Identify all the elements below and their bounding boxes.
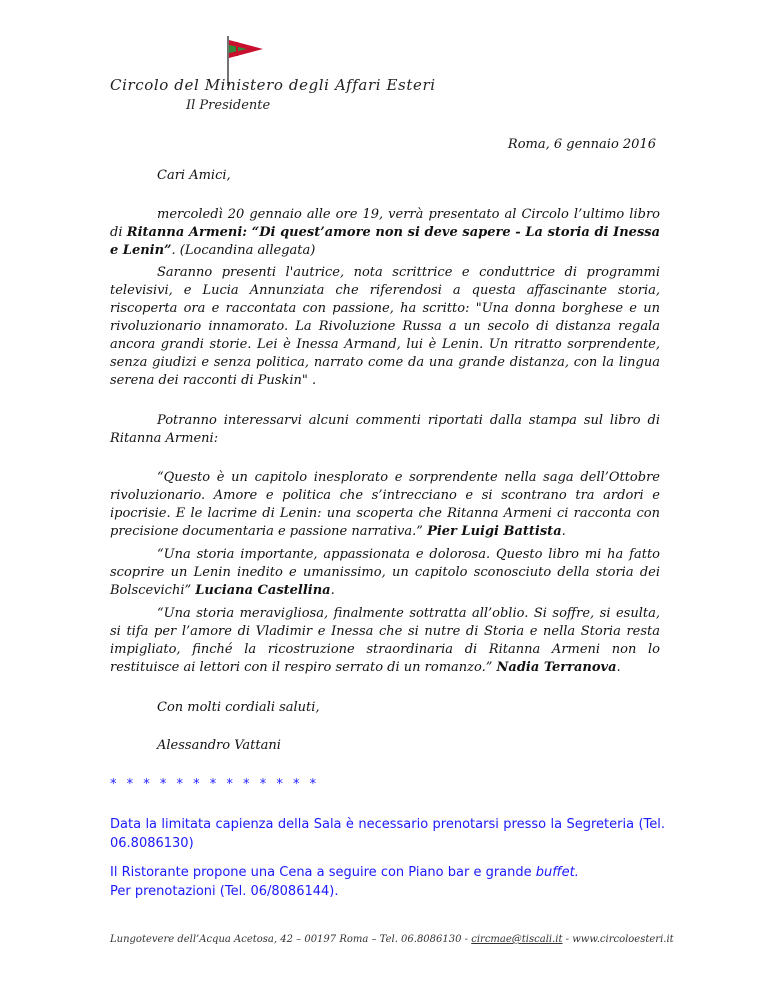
- paragraph-announcement: [110, 206, 660, 260]
- footer-address: Lungotevere dell’Acqua Acetosa, 42 – 00197 Roma – Tel. 06.8086130 -: [110, 934, 472, 945]
- paragraph-press-intro: [110, 412, 660, 448]
- quote-2-text: “Una storia importante, appassionata e dolorosa. Questo libro mi ha fatto scoprire un Lenin inedito e umanissimo, un capitolo sconosciuto della storia dei Bolscevichi”: [110, 547, 660, 598]
- signature: Alessandro Vattani: [157, 738, 281, 753]
- announcement-note: . (Locandina allegata): [171, 243, 316, 258]
- greeting: Cari Amici,: [157, 168, 231, 183]
- closing: Con molti cordiali saluti,: [157, 700, 320, 715]
- quote-1-text: “Questo è un capitolo inesplorato e sorprendente nella saga dell’Ottobre rivoluzionario. Amore e politica che s’intrecciano e si scontrano tra ardori e ipocrisie. E le lacrime di Lenin: una scoperta che Ritanna Armeni ci racconta con precisione documentaria e passione narrativa.”: [110, 470, 660, 539]
- letterhead-subtitle: Il Presidente: [186, 98, 271, 113]
- announcement-text: mercoledì 20 gennaio alle ore 19, verrà presentato al Circolo l’ultimo libro di: [110, 207, 660, 240]
- presenters-text: Saranno presenti l'autrice, nota scrittrice e conduttrice di programmi televisivi, e Lucia Annunziata che riferendosi a questa affascinante storia, riscoperta ora e raccontata con passione, ha scritto: "Una donna borghese e un rivoluzionario innamorato. La Rivoluzione Russa a un secolo di distanza regala ancora grandi storie. Lei è Inessa Armand, lui è Lenin. Un ritratto sorprendente, senza giudizi e senza politica, narrato come da una grande distanza, con la lingua serena dei racconti di Puskin" .: [110, 265, 660, 388]
- restaurant-text: Il Ristorante propone una Cena a seguire con Piano bar e grande: [110, 865, 536, 880]
- footer-website[interactable]: - www.circoloesteri.it: [562, 934, 674, 945]
- book-title: Ritanna Armeni: “Di quest’amore non si deve sapere - La storia di Inessa e Lenin”: [110, 225, 661, 258]
- letter-date: Roma, 6 gennaio 2016: [507, 137, 656, 152]
- paragraph-presenters: [110, 264, 660, 390]
- footer-email-link[interactable]: circmae@tiscali.it: [471, 934, 563, 945]
- buffet-word: buffet.: [535, 865, 579, 880]
- press-intro-text: Potranno interessarvi alcuni commenti riportati dalla stampa sul libro di Ritanna Armeni:: [110, 413, 660, 446]
- quote-3-text: “Una storia meravigliosa, finalmente sottratta all’oblio. Si soffre, si esulta, si tifa per l’amore di Vladimir e Inessa che si nutre di Storia e nella Storia resta impigliato, finché la ricostruzione straordinaria di Ritanna Armeni non lo restituisce ai lettori con il respiro serrato di un romanzo.”: [110, 606, 660, 675]
- quote-1: “Questo è un capitolo inesplorato e sorprendente nella saga dell’Ottobre rivoluzionario. Amore e politica che s’intrecciano e si scontrano tra ardori e ipocrisie. E le lacrime di Lenin: una scoperta che Ritanna Armeni ci racconta con precisione documentaria e passione narrativa.” Pier Luigi Battista.: [110, 470, 660, 539]
- quote-2-author: Luciana Castellina: [195, 583, 331, 598]
- booking-notice: Data la limitata capienza della Sala è necessario prenotarsi presso la Segreteria (Tel. 06.8086130): [110, 817, 665, 851]
- letterhead-title: Circolo del Ministero degli Affari Esteri: [110, 76, 436, 94]
- quote-1-author: Pier Luigi Battista: [427, 524, 562, 539]
- quote-2: “Una storia importante, appassionata e dolorosa. Questo libro mi ha fatto scoprire un Lenin inedito e umanissimo, un capitolo sconosciuto della storia dei Bolscevichi” Luciana Castellina.: [110, 547, 660, 598]
- quote-3-author: Nadia Terranova: [496, 660, 617, 675]
- quote-3: “Una storia meravigliosa, finalmente sottratta all’oblio. Si soffre, si esulta, si tifa per l’amore di Vladimir e Inessa che si nutre di Storia e nella Storia resta impigliato, finché la ricostruzione straordinaria di Ritanna Armeni non lo restituisce ai lettori con il respiro serrato di un romanzo.” Nadia Terranova.: [110, 606, 660, 675]
- restaurant-booking: Per prenotazioni (Tel. 06/8086144).: [110, 884, 339, 899]
- footer: [110, 934, 674, 945]
- separator-stars: * * * * * * * * * * * * *: [110, 777, 320, 792]
- restaurant-notice: [110, 863, 665, 901]
